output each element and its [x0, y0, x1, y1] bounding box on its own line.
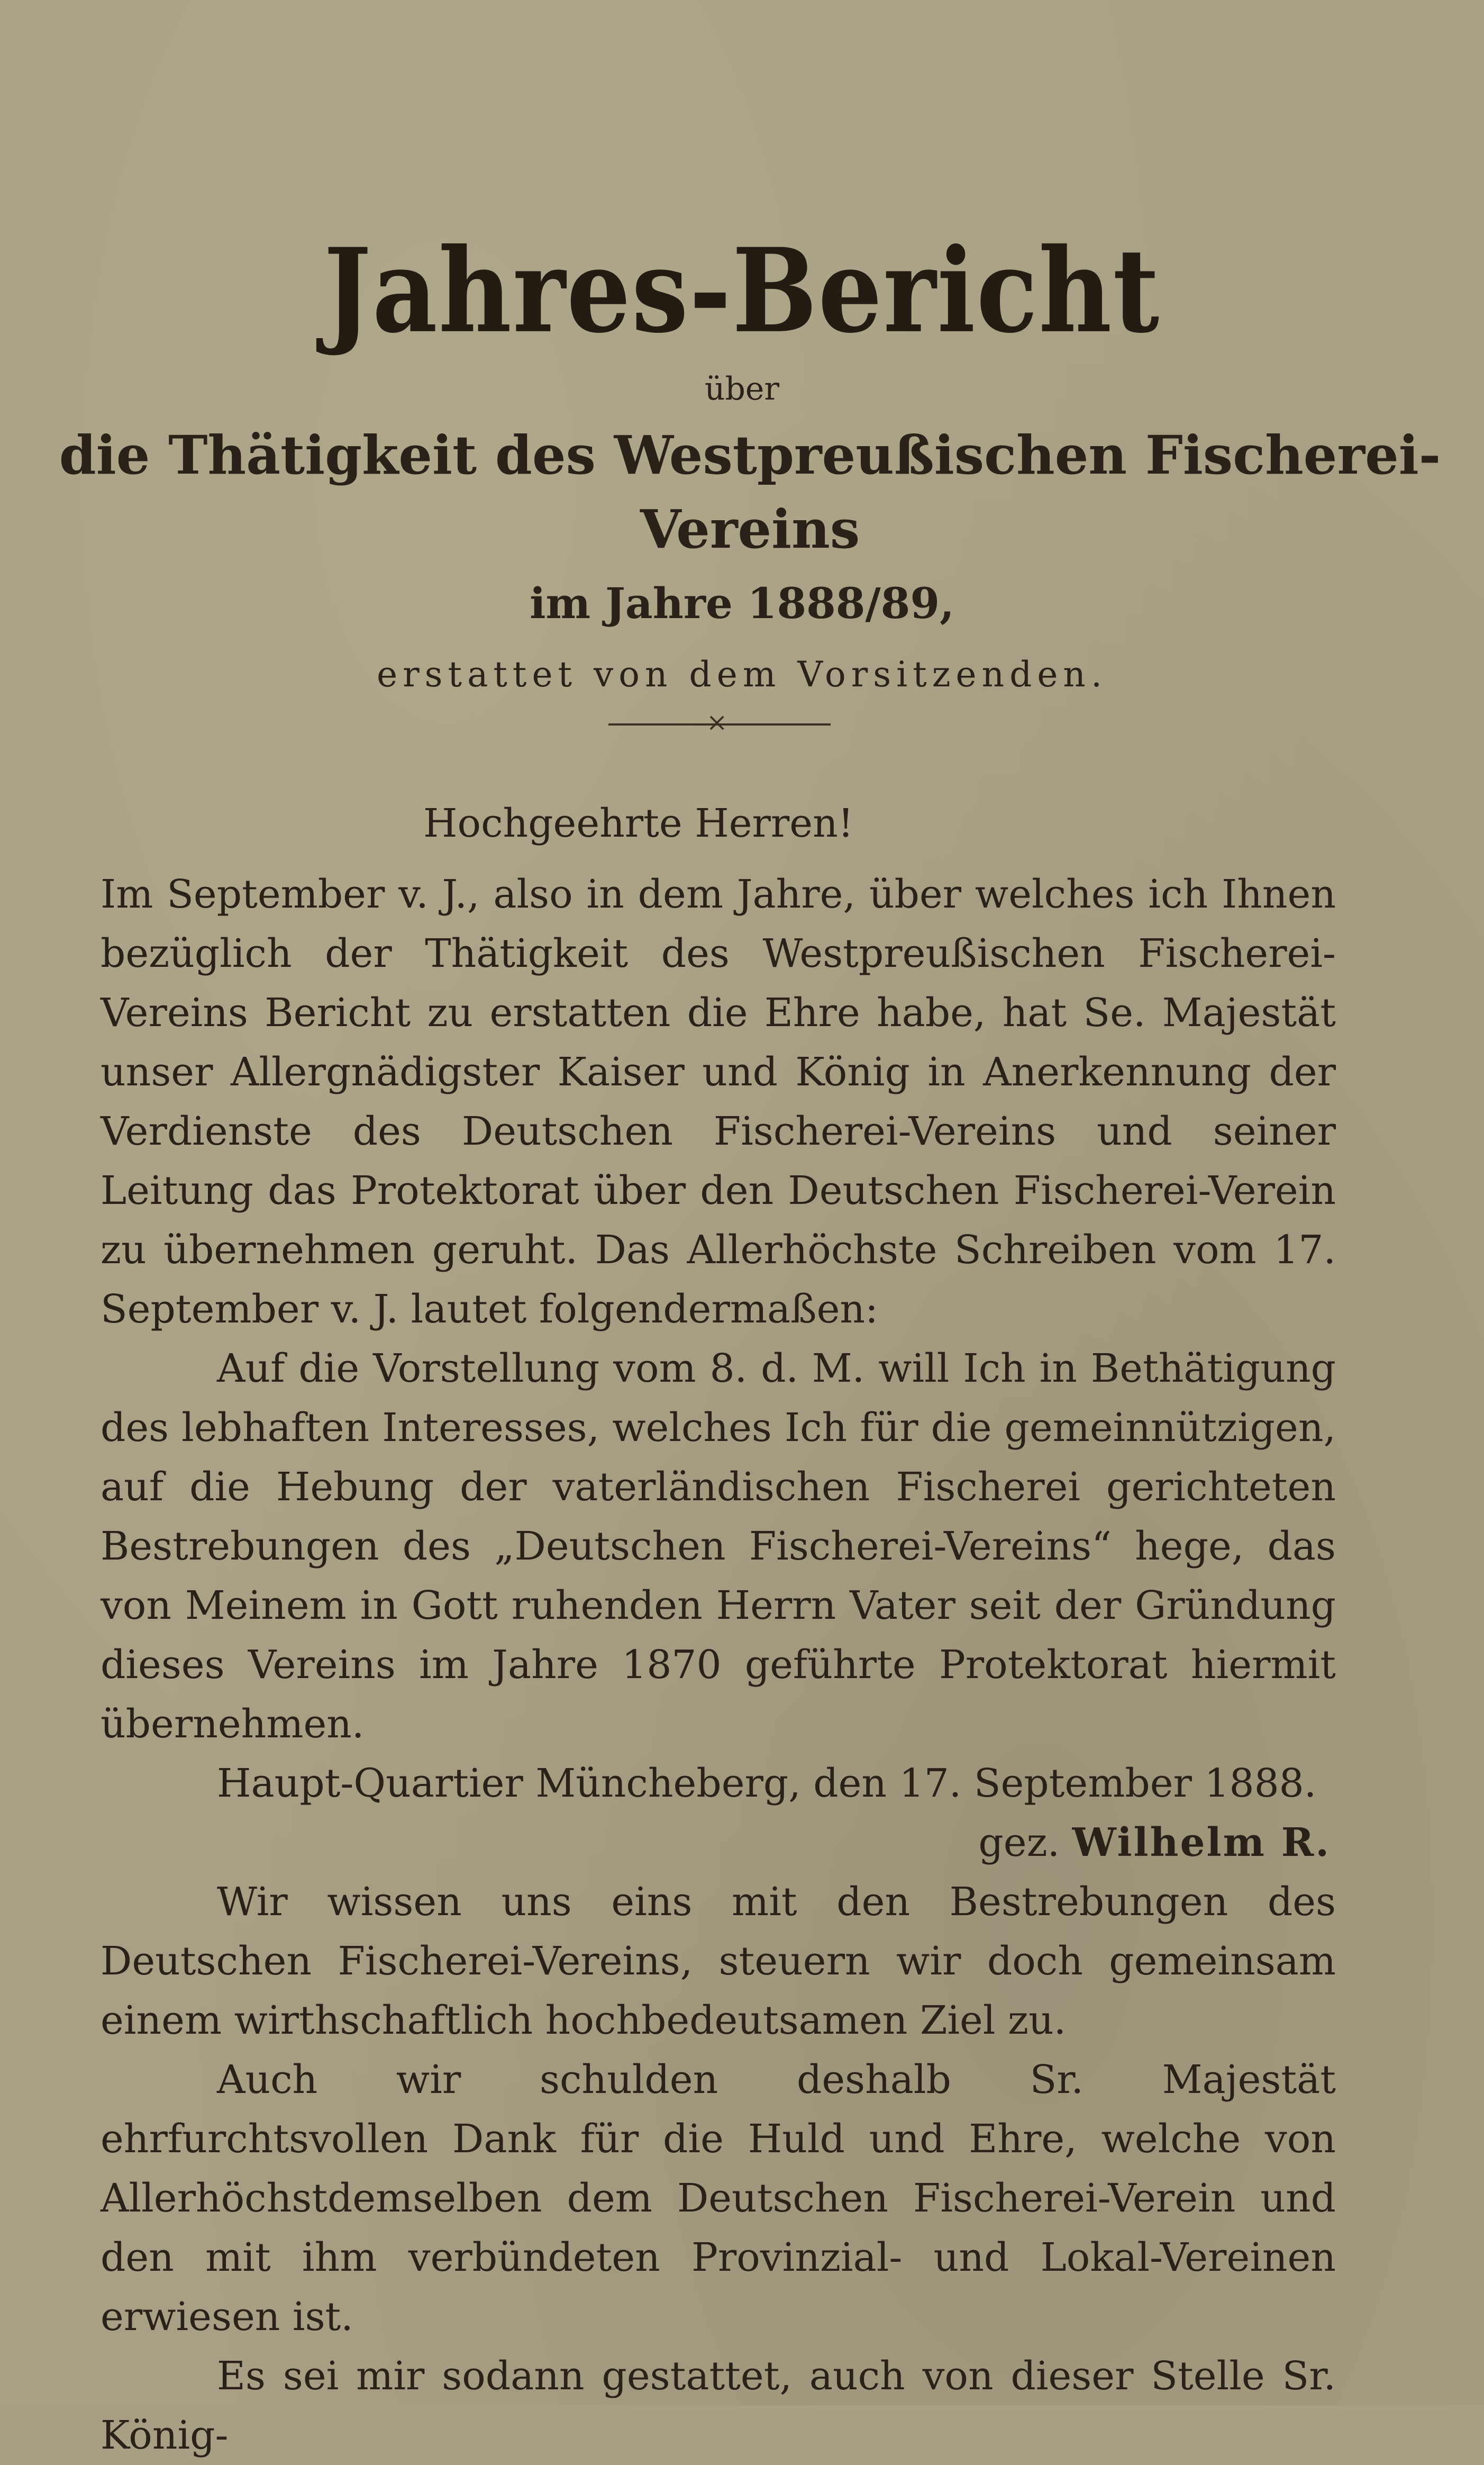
document-header: [0, 223, 1484, 704]
salutation: Hochgeehrte Herren!: [423, 801, 854, 846]
subtitle-author: erstattet von dem Vorsitzenden.: [377, 654, 1107, 695]
subtitle-ueber: über: [704, 370, 780, 407]
paragraph-4: Auch wir schulden deshalb Sr. Majestät ehrfurchtsvollen Dank für die Huld und Ehre, welche von Allerhöchstdemselben dem Deutschen Fischerei-Verein und den mit ihm verbündeten Provinzial- und Lokal-Vereinen erwiesen ist.: [101, 2057, 1336, 2340]
signature-prefix: gez.: [978, 1820, 1060, 1865]
paragraph-1: Im September v. J., also in dem Jahre, über welches ich Ihnen bezüglich der Thätigkeit des Westpreußischen Fischerei-Vereins Bericht zu erstatten die Ehre habe, hat Se. Majestät unser Allergnädigster Kaiser und König in Anerkennung der Verdienste des Deutschen Fischerei-Vereins und seiner Leitung das Protektorat über den Deutschen Fischerei-Verein zu übernehmen geruht. Das Allerhöchste Schreiben vom 17. September v. J. lautet folgendermaßen:: [101, 872, 1336, 1332]
body-text: [101, 794, 1336, 2465]
divider-mark: ×: [706, 708, 728, 737]
subtitle-year: im Jahre 1888/89,: [530, 578, 954, 628]
paragraph-5: Es sei mir sodann gestattet, auch von dieser Stelle Sr. König-: [101, 2353, 1336, 2458]
signature: [101, 1813, 1336, 1872]
subtitle-organization: die Thätigkeit des Westpreußischen Fischerei-Vereins: [59, 424, 1441, 560]
document-title: Jahres-Bericht: [323, 223, 1161, 359]
signature-name: Wilhelm R.: [1072, 1820, 1331, 1865]
dateline: Haupt-Quartier Müncheberg, den 17. September 1888.: [217, 1761, 1317, 1806]
paragraph-3: Wir wissen uns eins mit den Bestrebungen des Deutschen Fischerei-Vereins, steuern wir doch gemeinsam einem wirthschaftlich hochbedeutsamen Ziel zu.: [101, 1879, 1336, 2043]
paragraph-quoted-letter: Auf die Vorstellung vom 8. d. M. will Ich in Bethätigung des lebhaften Interesses, welches Ich für die gemeinnützigen, auf die Hebung der vaterländischen Fischerei gerichteten Bestrebungen des „Deutschen Fischerei-Vereins“ hege, das von Meinem in Gott ruhenden Herrn Vater seit der Gründung dieses Vereins im Jahre 1870 geführte Protektorat hiermit übernehmen.: [101, 1346, 1336, 1747]
